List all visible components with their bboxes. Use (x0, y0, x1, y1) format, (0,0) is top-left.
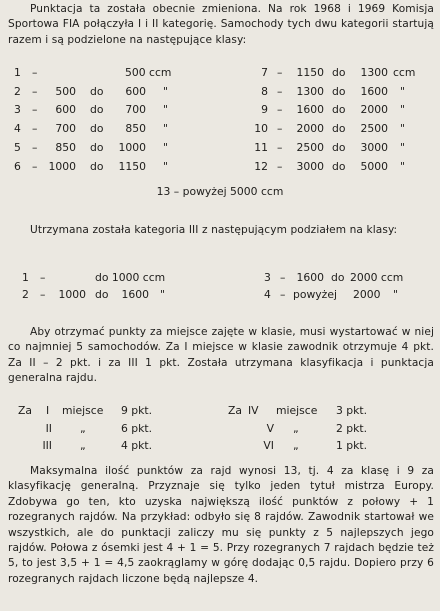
class-do: do (90, 140, 104, 154)
class-to: 5000 (360, 159, 388, 173)
class-from: 2000 (296, 122, 324, 136)
class-unit: " (400, 140, 405, 154)
cat3-class-to: 2000 (353, 288, 381, 301)
final-text: Maksymalna ilość punktów za rajd wynosi 13, tj. 4 za klasę i 9 za klasyfikację generalną. Przyznaje się tylko jeden tytuł mistrza Europy. Zdobywa go ten, kto uzyska największą ilość punktów z połowy + 1 rozegranych rajdów. Na przykład: odbyło się 8 rajdów. Zawodnik startował we wszystkich, ale do punktacji zaliczy mu się punkty z 5 najlepszych jego rajdów. Połowa z ósemki jest 4 + 1 = 5. Przy rozegranych 7 rajdach będzie też 5, to jest 3,5 + 1 = 4,5 zaokrąglamy w górę dodając 0,5 rajdu. Dopiero przy 6 rozegranych rajdach liczone będą najlepsze 4. (8, 465, 434, 585)
cat3-class-range: powyżej (293, 288, 337, 301)
class-dash: – (277, 122, 283, 136)
class-to: 1300 (360, 66, 388, 79)
class-to: 2000 (360, 103, 388, 117)
class-unit: ccm (393, 66, 416, 79)
final-paragraph (8, 464, 434, 587)
class-number: 10 (254, 122, 268, 136)
class-from: 1600 (296, 103, 324, 117)
class-from: 1150 (296, 66, 324, 79)
points-value: 1 pkt. (336, 439, 368, 452)
class-unit: " (400, 122, 405, 136)
points-place: I (46, 404, 50, 417)
points-miejsce: miejsce (276, 404, 318, 417)
points-ditto: „ (80, 421, 86, 435)
points-intro-paragraph (8, 325, 434, 387)
class-dash: – (32, 122, 38, 136)
class-dash: – (277, 103, 283, 117)
class-to: 700 (125, 103, 146, 117)
class-dash: – (32, 103, 38, 117)
class-unit: " (163, 103, 168, 117)
class-number: 7 (261, 66, 268, 79)
cat3-class-to: 2000 ccm (350, 271, 404, 284)
intro-text: Punktacja ta została obecnie zmieniona. Na rok 1968 i 1969 Komisja Sportowa FIA połączyła I i II kategorię. Samochody tych dwu kategorii startują razem i są podzielone na następujące klasy: (8, 3, 434, 46)
class-from: 700 (55, 122, 76, 136)
class-dash: – (277, 140, 283, 154)
class-number: 12 (254, 159, 268, 173)
points-za: Za (228, 404, 243, 417)
points-value: 9 pkt. (121, 404, 153, 417)
document-page: Punktacja ta została obecnie zmieniona. Na rok 1968 i 1969 Komisja Sportowa FIA połączyła I i II kategorię. Samochody tych dwu kategorii startują razem i są podzielone na następujące klasy: 1 – 500 ccm 2 – 500 do 600 " 3 – 600 do 700 " 4 – 700 do 850 " 5 – 850 do 1000 " 6 – 1000 do 1150 " 7 – 1150 do 1300 ccm 8 – 1300 do 1600 " 9 – 1600 do 2000 " 10 – 2000 do 2500 " 11 – 2500 do 3000 " 12 – 3000 do 5000 " 13 – powyżej 5000 ccm Utrzymana została kategoria III z następującym podziałem na klasy: 1 – do 1000 ccm 2 – 1000 do 1600 " 3 – 1600 do 2000 ccm 4 – powyżej 2000 " Aby otrzymać punkty za miejsce zajęte w klasie, musi wystartować w niej co najmniej 5 samochodów. Za I miejsce w klasie zawodnik otrzymuje 4 pkt. Za II – 2 pkt. i za III 1 pkt. Została utrzymana klasyfikacja i punktacja generalna rajdu. Za miejsce I 9 pkt. „ II 6 pkt. „ III 4 pkt. Za miejsce IV 3 pkt. „ V 2 pkt. „ VI 1 pkt. Maksymalna ilość punktów za rajd wynosi 13, tj. 4 za klasę i 9 za klasyfikację generalną. Przyznaje się tylko jeden tytuł mistrza Europy. Zdobywa go ten, kto uzyska największą ilość punktów z połowy + 1 rozegranych rajdów. Na przykład: odbyło się 8 rajdów. Zawodnik startował we wszystkich, ale do punktacji zaliczy mu się punkty z 5 najlepszych jego rajdów. Połowa z ósemki jest 4 + 1 = 5. Przy rozegranych 7 rajdach będzie też 5, to jest 3,5 + 1 = 4,5 zaokrąglamy w górę dodając 0,5 rajdu. Dopiero przy 6 rozegranych rajdach liczone będą najlepsze 4. (0, 0, 440, 611)
class-unit: " (400, 159, 405, 173)
class-from: 2500 (296, 140, 324, 154)
class-from: 500 (55, 84, 76, 98)
points-place: III (42, 439, 52, 452)
points-place: VI (263, 439, 274, 452)
class-unit: " (163, 84, 168, 98)
cat3-class-number: 2 (22, 288, 29, 301)
class-from: 3000 (296, 159, 324, 173)
class-unit: " (400, 103, 405, 117)
class-number: 1 (14, 66, 21, 79)
class-to: 1600 (360, 84, 388, 98)
class-13: 13 – powyżej 5000 ccm (156, 185, 284, 198)
class-do: do (332, 122, 346, 136)
class-from: 1000 (48, 159, 76, 173)
points-value: 6 pkt. (121, 421, 153, 435)
cat3-class-unit: " (393, 288, 398, 301)
class-number: 3 (14, 103, 21, 117)
class-unit: " (163, 140, 168, 154)
class-number: 2 (14, 84, 21, 98)
class-do: do (332, 84, 346, 98)
class-do: do (332, 159, 346, 173)
cat3-class-number: 3 (264, 271, 271, 284)
points-value: 3 pkt. (336, 404, 368, 417)
class-to: 2500 (360, 122, 388, 136)
class-number: 11 (254, 140, 268, 154)
class-number: 6 (14, 159, 21, 173)
class-do: do (332, 140, 346, 154)
class-do: do (90, 159, 104, 173)
class-dash: – (277, 159, 283, 173)
class-to: 600 (125, 84, 146, 98)
class-to: 500 ccm (125, 66, 172, 79)
class-do: do (90, 103, 104, 117)
cat3-class-from: 1600 (296, 271, 324, 284)
points-intro-text: Aby otrzymać punkty za miejsce zajęte w klasie, musi wystartować w niej co najmniej 5 samochodów. Za I miejsce w klasie zawodnik otrzymuje 4 pkt. Za II – 2 pkt. i za III 1 pkt. Została utrzymana klasyfikacja i punktacja generalna rajdu. (8, 326, 434, 385)
class-number: 8 (261, 84, 268, 98)
class-number: 5 (14, 140, 21, 154)
points-za: Za (18, 404, 33, 417)
class-dash: – (277, 66, 283, 79)
points-place: IV (248, 404, 259, 417)
class-from: 850 (55, 140, 76, 154)
points-place: II (45, 421, 52, 435)
cat3-class-range: do 1000 ccm (95, 271, 166, 284)
points-value: 4 pkt. (121, 439, 153, 452)
class-to: 850 (125, 122, 146, 136)
points-ditto: „ (293, 439, 299, 452)
class-do: do (332, 103, 346, 117)
class-unit: " (400, 84, 405, 98)
class-do: do (332, 66, 346, 79)
class-do: do (90, 84, 104, 98)
cat3-class-unit: " (160, 288, 165, 301)
class-to: 1150 (118, 159, 146, 173)
category-3-intro-text: Utrzymana została kategoria III z następującym podziałem na klasy: (30, 224, 398, 236)
points-place: V (266, 421, 274, 435)
cat3-class-number: 4 (264, 288, 271, 301)
class-unit: " (163, 122, 168, 136)
cat3-class-number: 1 (22, 271, 29, 284)
points-ditto: „ (293, 421, 299, 435)
class-from: 600 (55, 103, 76, 117)
class-dash: – (277, 84, 283, 98)
cat3-class-from: 1000 (58, 288, 86, 301)
class-unit: " (163, 159, 168, 173)
category-3-intro (8, 223, 434, 238)
points-ditto: „ (80, 439, 86, 452)
class-number: 4 (14, 122, 21, 136)
class-to: 1000 (118, 140, 146, 154)
class-do: do (90, 122, 104, 136)
class-number: 9 (261, 103, 268, 117)
points-miejsce: miejsce (62, 404, 104, 417)
class-dash: – (32, 159, 38, 173)
class-dash: – (32, 66, 38, 79)
class-dash: – (32, 84, 38, 98)
class-dash: – (32, 140, 38, 154)
cat3-class-to: 1600 (121, 288, 149, 301)
points-value: 2 pkt. (336, 421, 368, 435)
class-to: 3000 (360, 140, 388, 154)
class-from: 1300 (296, 84, 324, 98)
intro-paragraph (8, 2, 434, 48)
